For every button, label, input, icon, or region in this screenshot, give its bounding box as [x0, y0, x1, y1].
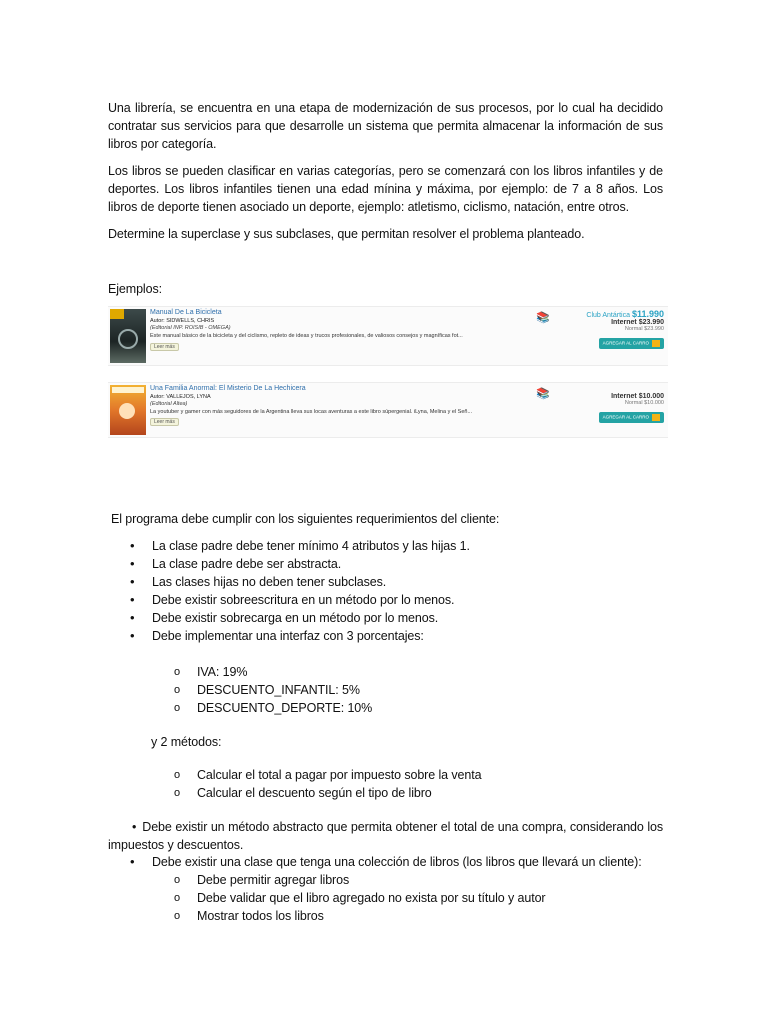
list-item: • Debe existir sobrecarga en un método por lo menos. — [130, 609, 470, 627]
abstract-method-requirement: • Debe existir un método abstracto que permita obtener el total de una compra, considerando los impuestos y descuentos. — [108, 820, 663, 852]
list-item: o Debe permitir agregar libros — [174, 871, 545, 889]
add-to-cart-button: AGREGAR AL CARRO — [599, 338, 664, 349]
list-item: • Las clases hijas no deben tener subclases. — [130, 573, 470, 591]
list-item: o Debe validar que el libro agregado no exista por su título y autor — [174, 889, 545, 907]
task-paragraph: Determine la superclase y sus subclases, que permitan resolver el problema planteado. — [108, 227, 585, 241]
add-to-cart-button: AGREGAR AL CARRO — [599, 412, 664, 423]
list-item: • Debe existir sobreescritura en un método por lo menos. — [130, 591, 470, 609]
read-more-button: Leer más — [150, 418, 179, 426]
book-publisher: (Editorial INP. ROISIB - OMEGA) — [150, 325, 231, 331]
methods-label: y 2 métodos: — [151, 735, 222, 749]
book-item — [108, 382, 668, 438]
book-examples — [108, 306, 668, 438]
categories-paragraph: Los libros se pueden clasificar en varias categorías, pero se comenzará con los libros infantiles y de deportes. Los libros infantiles tienen una edad mínina y máxima, por ejemplo: de 7 a 8 años. Los libros de deporte tienen asociado un deporte, ejemplo: atletismo, ciclismo, natación, entre otros. — [108, 164, 663, 214]
examples-heading: Ejemplos: — [108, 282, 162, 296]
list-item: o Mostrar todos los libros — [174, 907, 545, 925]
book-description: Este manual básico de la bicicleta y del ciclismo, repleto de ideas y trucos profesionales, de valiosos consejos y magníficas fot... — [150, 333, 463, 339]
list-item: • La clase padre debe tener mínimo 4 atributos y las hijas 1. — [130, 537, 470, 555]
list-item: o IVA: 19% — [174, 663, 372, 681]
book-title: Manual De La Bicicleta — [150, 309, 222, 316]
cart-icon — [652, 414, 660, 421]
list-item: • Debe implementar una interfaz con 3 porcentajes: — [130, 627, 470, 645]
requirements-list — [130, 537, 470, 645]
price-box — [568, 393, 664, 424]
collection-list — [174, 871, 545, 925]
list-item: o DESCUENTO_DEPORTE: 10% — [174, 699, 372, 717]
list-item: o Calcular el total a pagar por impuesto sobre la venta — [174, 766, 481, 784]
book-stack-icon: 📚 — [536, 312, 550, 324]
cart-icon — [652, 340, 660, 347]
percentages-list — [174, 663, 372, 717]
list-item: • La clase padre debe ser abstracta. — [130, 555, 470, 573]
club-price: Club Antártica $11.990 — [586, 309, 664, 319]
list-item: o DESCUENTO_INFANTIL: 5% — [174, 681, 372, 699]
read-more-button: Leer más — [150, 343, 179, 351]
book-publisher: (Editorial Altea) — [150, 401, 188, 407]
book-author: Autor: SIDWELLS, CHRIS — [150, 318, 215, 324]
collection-requirement: • Debe existir una clase que tenga una colección de libros (los libros que llevará un cliente): — [130, 853, 642, 871]
price-box — [568, 309, 664, 350]
requirements-intro: El programa debe cumplir con los siguientes requerimientos del cliente: — [111, 512, 500, 526]
normal-price: Normal $10.000 — [624, 400, 664, 406]
intro-paragraph: Una librería, se encuentra en una etapa de modernización de sus procesos, por lo cual ha decidido contratar sus servicios para que desarrolle un sistema que permita almacenar la información de sus libros por categoría. — [108, 101, 663, 151]
methods-list — [174, 766, 481, 802]
internet-price: Internet $23.990 — [611, 319, 664, 326]
book-item — [108, 306, 668, 366]
book-cover-image — [110, 385, 146, 435]
book-author: Autor: VALLEJOS, LYNA — [150, 394, 211, 400]
book-description: La youtuber y gamer con más seguidores de la Argentina lleva sus locas aventuras a este libro súpergenial. iLyna, Melina y el Señ... — [150, 409, 473, 415]
book-title: Una Familia Anormal: El Misterio De La Hechicera — [150, 385, 306, 392]
list-item: o Calcular el descuento según el tipo de libro — [174, 784, 481, 802]
book-stack-icon: 📚 — [536, 388, 550, 400]
book-cover-image — [110, 309, 146, 363]
normal-price: Normal $23.990 — [624, 326, 664, 332]
internet-price: Internet $10.000 — [611, 393, 664, 400]
